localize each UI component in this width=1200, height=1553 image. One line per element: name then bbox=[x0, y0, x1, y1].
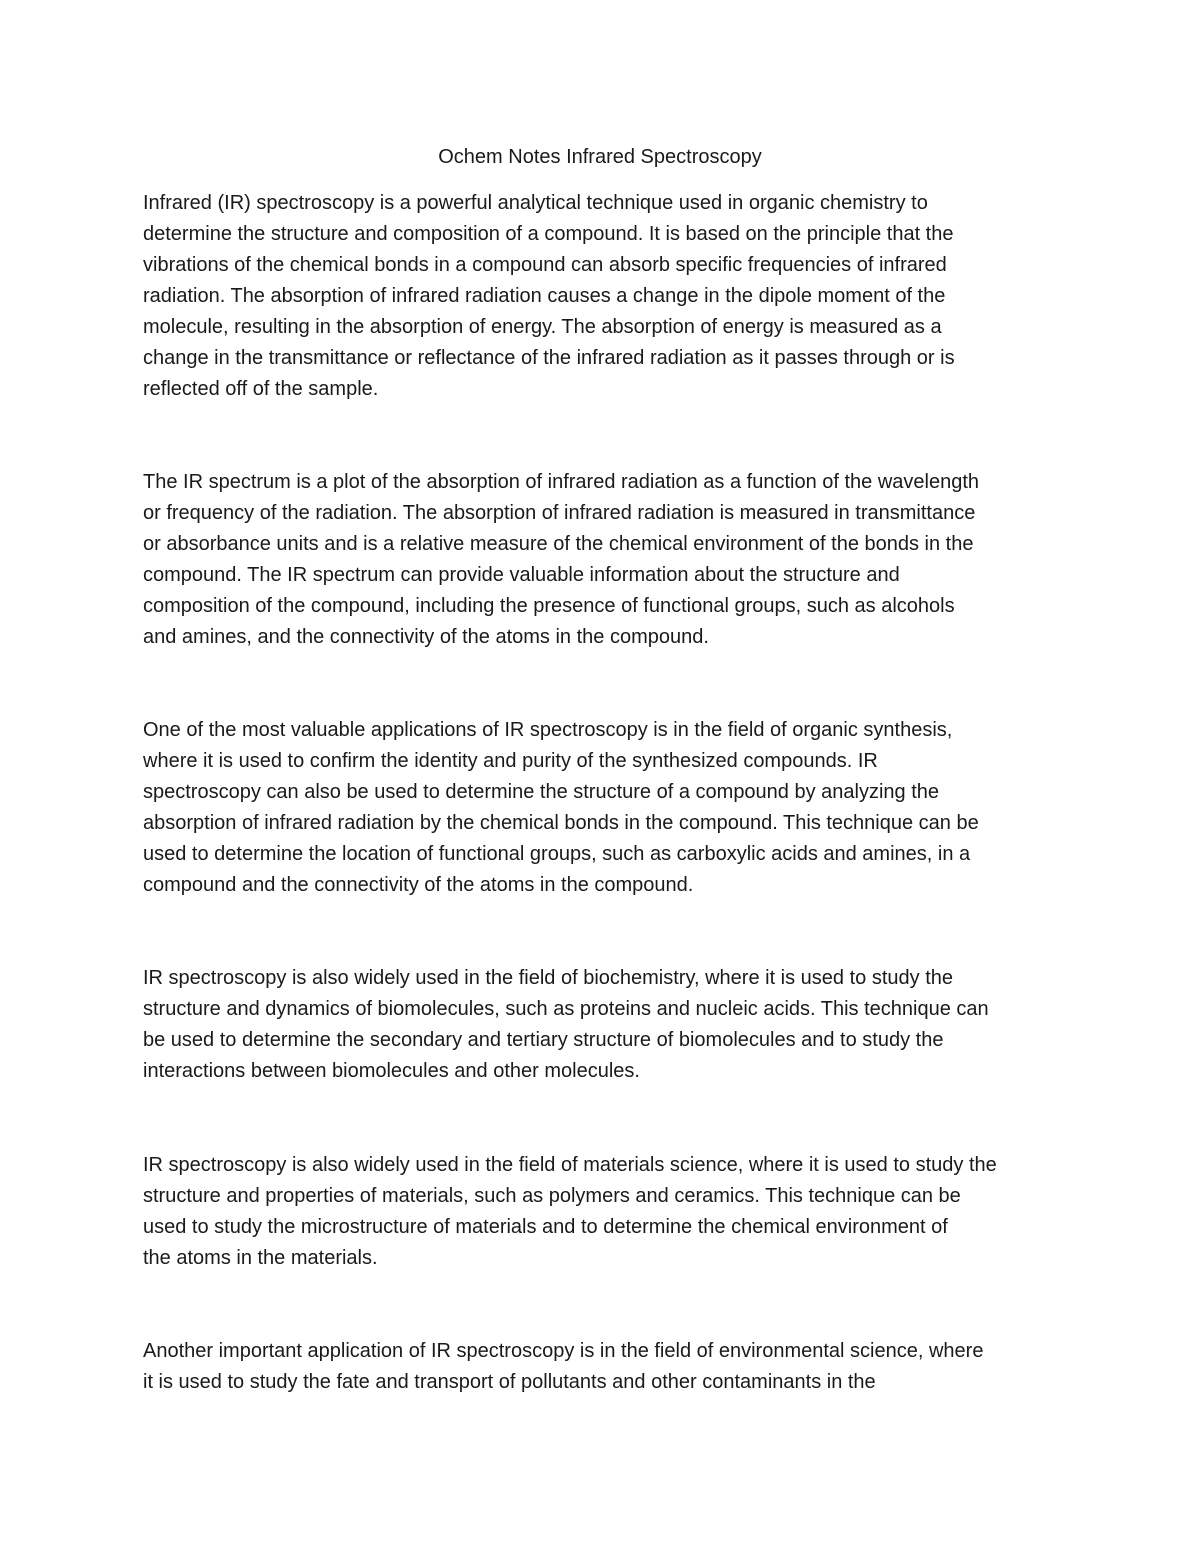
paragraph-environmental-science: Another important application of IR spectroscopy is in the field of environmental science, where it is used to study the fate and transport of pollutants and other contaminants in the bbox=[143, 1340, 984, 1393]
paragraph-organic-synthesis: One of the most valuable applications of IR spectroscopy is in the field of organic synthesis, where it is used to confirm the identity and purity of the synthesized compounds. IR spectroscopy can also be used to determine the structure of a compound by analyzing the absorption of infrared radiation by the chemical bonds in the compound. This technique can be used to determine the location of functional groups, such as carboxylic acids and amines, in a compound and the connectivity of the atoms in the compound. bbox=[143, 719, 979, 896]
paragraph-materials-science: IR spectroscopy is also widely used in the field of materials science, where it is used to study the structure and properties of materials, such as polymers and ceramics. This technique can be used to study the microstructure of materials and to determine the chemical environment of the atoms in the materials. bbox=[143, 1154, 997, 1269]
document-title: Ochem Notes Infrared Spectroscopy bbox=[438, 146, 762, 168]
paragraph-ir-spectrum: The IR spectrum is a plot of the absorption of infrared radiation as a function of the wavelength or frequency of the radiation. The absorption of infrared radiation is measured in transmittance or absorbance units and is a relative measure of the chemical environment of the bonds in the compound. The IR spectrum can provide valuable information about the structure and composition of the compound, including the presence of functional groups, such as alcohols and amines, and the connectivity of the atoms in the compound. bbox=[143, 471, 980, 648]
paragraph-intro: Infrared (IR) spectroscopy is a powerful analytical technique used in organic chemistry to determine the structure and composition of a compound. It is based on the principle that the vibrations of the chemical bonds in a compound can absorb specific frequencies of infrared radiation. The absorption of infrared radiation causes a change in the dipole moment of the molecule, resulting in the absorption of energy. The absorption of energy is measured as a change in the transmittance or reflectance of the infrared radiation as it passes through or is reflected off of the sample. bbox=[143, 192, 955, 400]
paragraph-biochemistry: IR spectroscopy is also widely used in the field of biochemistry, where it is used to study the structure and dynamics of biomolecules, such as proteins and nucleic acids. This technique can be used to determine the secondary and tertiary structure of biomolecules and to study the interactions between biomolecules and other molecules. bbox=[143, 967, 989, 1082]
